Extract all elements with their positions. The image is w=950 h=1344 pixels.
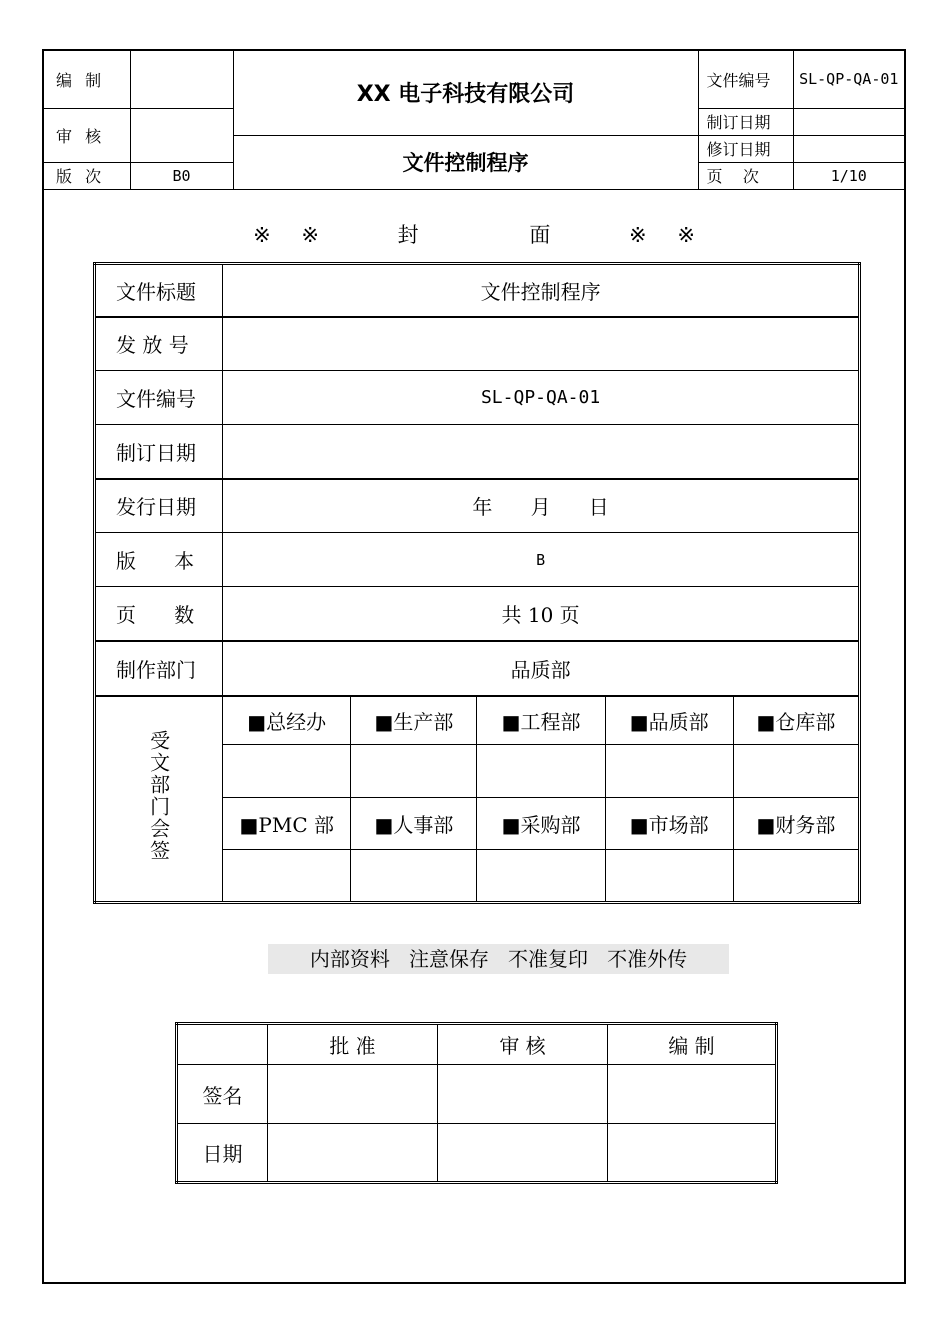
row-label: 版 本 [95,533,223,587]
version-value: B0 [130,162,233,189]
dept-sign-label-cell [95,696,223,903]
document-header [44,51,904,190]
dept-sign-cell[interactable] [351,850,477,903]
signature-cell[interactable] [268,1065,438,1124]
dept-checkbox-item[interactable]: ■总经办 [223,696,351,745]
dept-sign-cell[interactable] [223,850,351,903]
dept-sign-cell[interactable] [733,745,859,798]
cover-char: 封 [397,223,419,247]
doc-no-value: SL-QP-QA-01 [793,51,904,108]
page-value: 1/10 [793,162,904,189]
row-label: 页 数 [95,587,223,641]
dept-checkbox-item[interactable]: ■人事部 [351,798,477,850]
page-label: 页 次 [698,162,793,189]
doc-title: 文件控制程序 [233,135,698,189]
dept-checkbox-item[interactable]: ■品质部 [605,696,733,745]
approval-header-review: 审 核 [438,1024,608,1065]
row-value [223,425,860,479]
cover-mark: ※ [677,223,695,247]
row-label: 制订日期 [95,425,223,479]
dept-sign-cell[interactable] [477,745,605,798]
row-label: 发行日期 [95,479,223,533]
dept-sign-cell[interactable] [733,850,859,903]
dept-sign-cell[interactable] [605,745,733,798]
enact-date-label: 制订日期 [698,108,793,135]
cover-info-table [93,262,861,904]
review-value [130,108,233,162]
signature-cell[interactable] [438,1065,608,1124]
approval-row-label-signature: 签名 [177,1065,268,1124]
cover-mark: ※ [253,223,271,247]
confidential-notice: 内部资料 注意保存 不准复印 不准外传 [268,944,729,974]
approval-table [175,1022,778,1184]
row-value: 文件控制程序 [223,264,860,317]
dept-sign-cell[interactable] [351,745,477,798]
revise-date-value [793,135,904,162]
cover-mark: ※ [629,223,647,247]
cover-char: 面 [529,223,551,247]
doc-no-label: 文件编号 [698,51,793,108]
row-value: 共 10 页 [223,587,860,641]
row-label: 文件编号 [95,371,223,425]
dept-sign-cell[interactable] [477,850,605,903]
approval-corner-cell [177,1024,268,1065]
enact-date-value [793,108,904,135]
revise-date-label: 修订日期 [698,135,793,162]
row-value: 年 月 日 [223,479,860,533]
approval-row-label-date: 日期 [177,1124,268,1183]
dept-checkbox-item[interactable]: ■市场部 [605,798,733,850]
cover-heading [44,219,904,249]
dept-checkbox-item[interactable]: ■生产部 [351,696,477,745]
compile-value [130,51,233,108]
compile-label: 编 制 [44,51,130,108]
date-cell[interactable] [608,1124,777,1183]
row-label: 发 放 号 [95,317,223,371]
date-cell[interactable] [268,1124,438,1183]
dept-sign-cell[interactable] [223,745,351,798]
version-label: 版 次 [44,162,130,189]
dept-checkbox-item[interactable]: ■仓库部 [733,696,859,745]
dept-checkbox-item[interactable]: ■工程部 [477,696,605,745]
dept-checkbox-item[interactable]: ■财务部 [733,798,859,850]
approval-header-approve: 批 准 [268,1024,438,1065]
approval-header-compile: 编 制 [608,1024,777,1065]
dept-checkbox-item[interactable]: ■采购部 [477,798,605,850]
review-label: 审 核 [44,108,130,162]
cover-mark: ※ [301,223,319,247]
company-name: XX 电子科技有限公司 [233,51,698,135]
row-value [223,317,860,371]
row-value: B [223,533,860,587]
row-label: 文件标题 [95,264,223,317]
dept-checkbox-item[interactable]: ■PMC 部 [223,798,351,850]
signature-cell[interactable] [608,1065,777,1124]
dept-sign-label: 受文部门会签 [146,730,171,863]
row-value: 品质部 [223,641,860,696]
document-page [42,49,906,1284]
row-value: SL-QP-QA-01 [223,371,860,425]
dept-sign-cell[interactable] [605,850,733,903]
row-label: 制作部门 [95,641,223,696]
date-cell[interactable] [438,1124,608,1183]
